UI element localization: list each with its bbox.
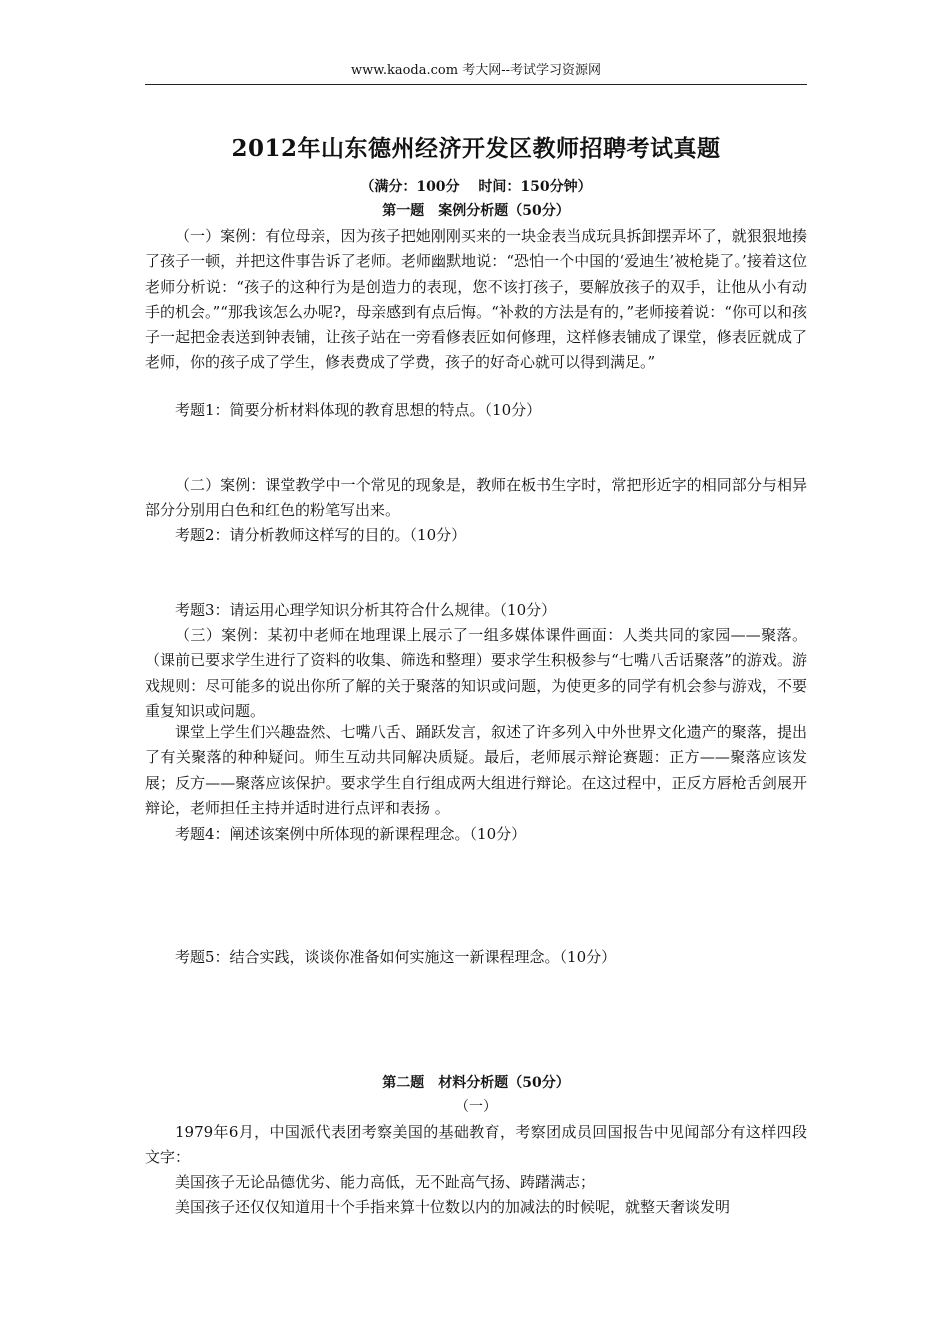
case2-text: （二）案例：课堂教学中一个常见的现象是，教师在板书生字时，常把形近字的相同部分与相异部分分别用白色和红色的粉笔写出来。 xyxy=(145,476,807,520)
header-divider xyxy=(145,84,807,85)
question-2: 考题2：请分析教师这样写的目的。（10分） xyxy=(175,526,467,544)
section2-para-1: 1979年6月，中国派代表团考察美国的基础教育，考察团成员回国报告中见闻部分有这样四段文字： xyxy=(145,1123,807,1167)
case3-text-a: （三）案例：某初中老师在地理课上展示了一组多媒体课件画面：人类共同的家园——聚落。（课前已要求学生进行了资料的收集、筛选和整理）要求学生积极参与“七嘴八舌话聚落”的游戏。游戏规则：尽可能多的说出你所了解的关于聚落的知识或问题，为使更多的同学有机会参与游戏，不要重复知识或问题。 xyxy=(145,626,807,720)
section2-para-3: 美国孩子还仅仅知道用十个手指来算十位数以内的加减法的时候呢，就整天奢谈发明 xyxy=(175,1198,731,1216)
case1-text: （一）案例：有位母亲，因为孩子把她刚刚买来的一块金表当成玩具拆卸摆弄坏了，就狠狠地揍了孩子一顿，并把这件事告诉了老师。老师幽默地说：“恐怕一个中国的‘爱迪生’被枪毙了。’接着这位老师分析说：“孩子的这种行为是创造力的表现，您不该打孩子，要解放孩子的双手，让他从小有动手的机会。”“那我该怎么办呢?，母亲感到有点后悔。“补救的方法是有的，”老师接着说：“你可以和孩子一起把金表送到钟表铺，让孩子站在一旁看修表匠如何修理，这样修表铺成了课堂，修表匠就成了老师，你的孩子成了学生，修表费成了学费，孩子的好奇心就可以得到满足。” xyxy=(145,227,807,372)
question-4: 考题4：阐述该案例中所体现的新课程理念。（10分） xyxy=(175,825,527,843)
question-3: 考题3：请运用心理学知识分析其符合什么规律。（10分） xyxy=(175,601,557,619)
case3-text-b: 课堂上学生们兴趣盎然、七嘴八舌、踊跃发言，叙述了许多列入中外世界文化遗产的聚落，提出了有关聚落的种种疑问。师生互动共同解决质疑。最后，老师展示辩论赛题：正方——聚落应该发展；反方——聚落应该保护。要求学生自行组成两大组进行辩论。在这过程中，正反方唇枪舌剑展开辩论，老师担任主持并适时进行点评和表扬 。 xyxy=(145,723,807,817)
exam-info: （满分：100分 时间：150分钟） xyxy=(360,179,592,195)
section2-part-label: （一） xyxy=(455,1099,497,1115)
site-header: www.kaoda.com 考大网--考试学习资源网 xyxy=(351,63,601,78)
section2-heading: 第二题 材料分析题（50分） xyxy=(382,1075,570,1091)
question-5: 考题5：结合实践，谈谈你准备如何实施这一新课程理念。（10分） xyxy=(175,948,617,966)
document-title: 2012年山东德州经济开发区教师招聘考试真题 xyxy=(231,135,721,162)
section1-heading: 第一题 案例分析题（50分） xyxy=(382,203,570,219)
question-1: 考题1：简要分析材料体现的教育思想的特点。（10分） xyxy=(175,401,542,419)
section2-para-2: 美国孩子无论品德优劣、能力高低，无不趾高气扬、踌躇满志； xyxy=(175,1173,596,1191)
